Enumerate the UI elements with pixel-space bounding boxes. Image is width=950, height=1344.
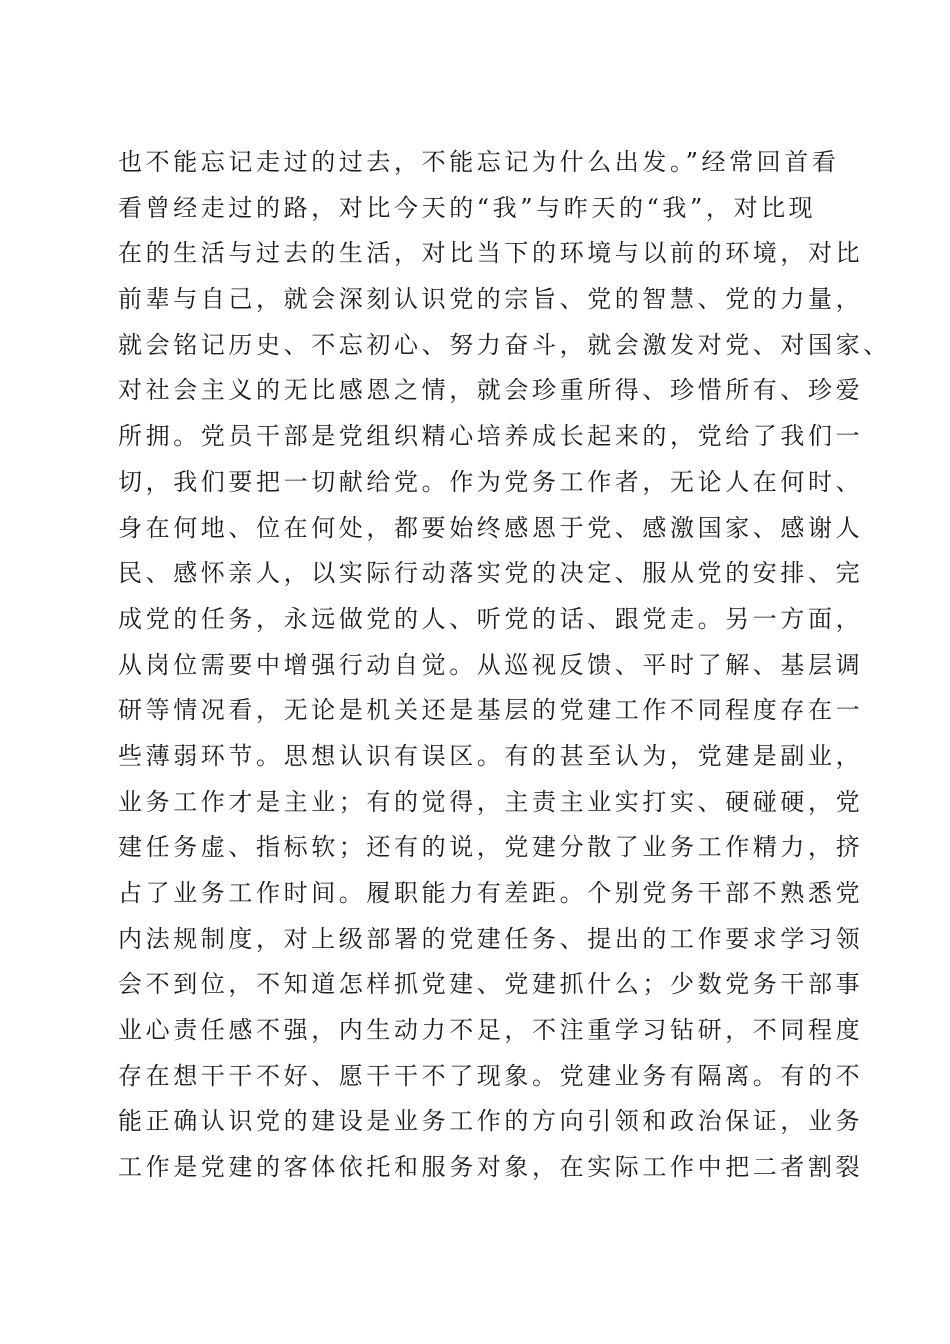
text-line: 从岗位需要中增强行动自觉。从巡视反馈、平时了解、基层调 (118, 650, 864, 679)
text-line: 业务工作才是主业；有的觉得，主责主业实打实、硬碰硬，党 (118, 787, 864, 816)
text-line: 也不能忘记走过的过去，不能忘记为什么出发。”经常回首看 (118, 148, 840, 176)
text-line: 占了业务工作时间。履职能力有差距。个别党务干部不熟悉党 (118, 879, 864, 907)
text-line: 前辈与自己，就会深刻认识党的宗旨、党的智慧、党的力量， (118, 285, 864, 314)
text-line: 就会铭记历史、不忘初心、努力奋斗，就会激发对党、对国家、 (118, 330, 891, 359)
text-line: 会不到位，不知道怎样抓党建、党建抓什么；少数党务干部事 (118, 970, 864, 999)
text-line: 存在想干干不好、愿干干不了现象。党建业务有隔离。有的不 (118, 1061, 864, 1090)
text-line: 身在何地、位在何处，都要始终感恩于党、感激国家、感谢人 (118, 513, 864, 542)
text-line: 所拥。党员干部是党组织精心培养成长起来的，党给了我们一 (118, 422, 864, 451)
text-line: 建任务虚、指标软；还有的说，党建分散了业务工作精力，挤 (118, 833, 864, 862)
text-line: 内法规制度，对上级部署的党建任务、提出的工作要求学习领 (118, 924, 864, 953)
body-text (118, 140, 891, 1191)
text-line: 在的生活与过去的生活，对比当下的环境与以前的环境，对比 (118, 239, 864, 268)
text-line: 对社会主义的无比感恩之情，就会珍重所得、珍惜所有、珍爱 (118, 376, 864, 405)
text-line: 成党的任务，永远做党的人、听党的话、跟党走。另一方面， (118, 604, 864, 633)
text-line: 业心责任感不强，内生动力不足，不注重学习钻研，不同程度 (118, 1016, 864, 1045)
text-line: 看曾经走过的路，对比今天的“我”与昨天的“我”，对比现 (118, 193, 817, 222)
text-line: 民、感怀亲人，以实际行动落实党的决定、服从党的安排、完 (118, 559, 864, 588)
text-line: 能正确认识党的建设是业务工作的方向引领和政治保证，业务 (118, 1107, 864, 1136)
text-line: 工作是党建的客体依托和服务对象，在实际工作中把二者割裂 (118, 1153, 864, 1182)
text-line: 研等情况看，无论是机关还是基层的党建工作不同程度存在一 (118, 696, 864, 725)
text-line: 些薄弱环节。思想认识有误区。有的甚至认为，党建是副业， (118, 741, 864, 770)
text-line: 切，我们要把一切献给党。作为党务工作者，无论人在何时、 (118, 467, 864, 496)
